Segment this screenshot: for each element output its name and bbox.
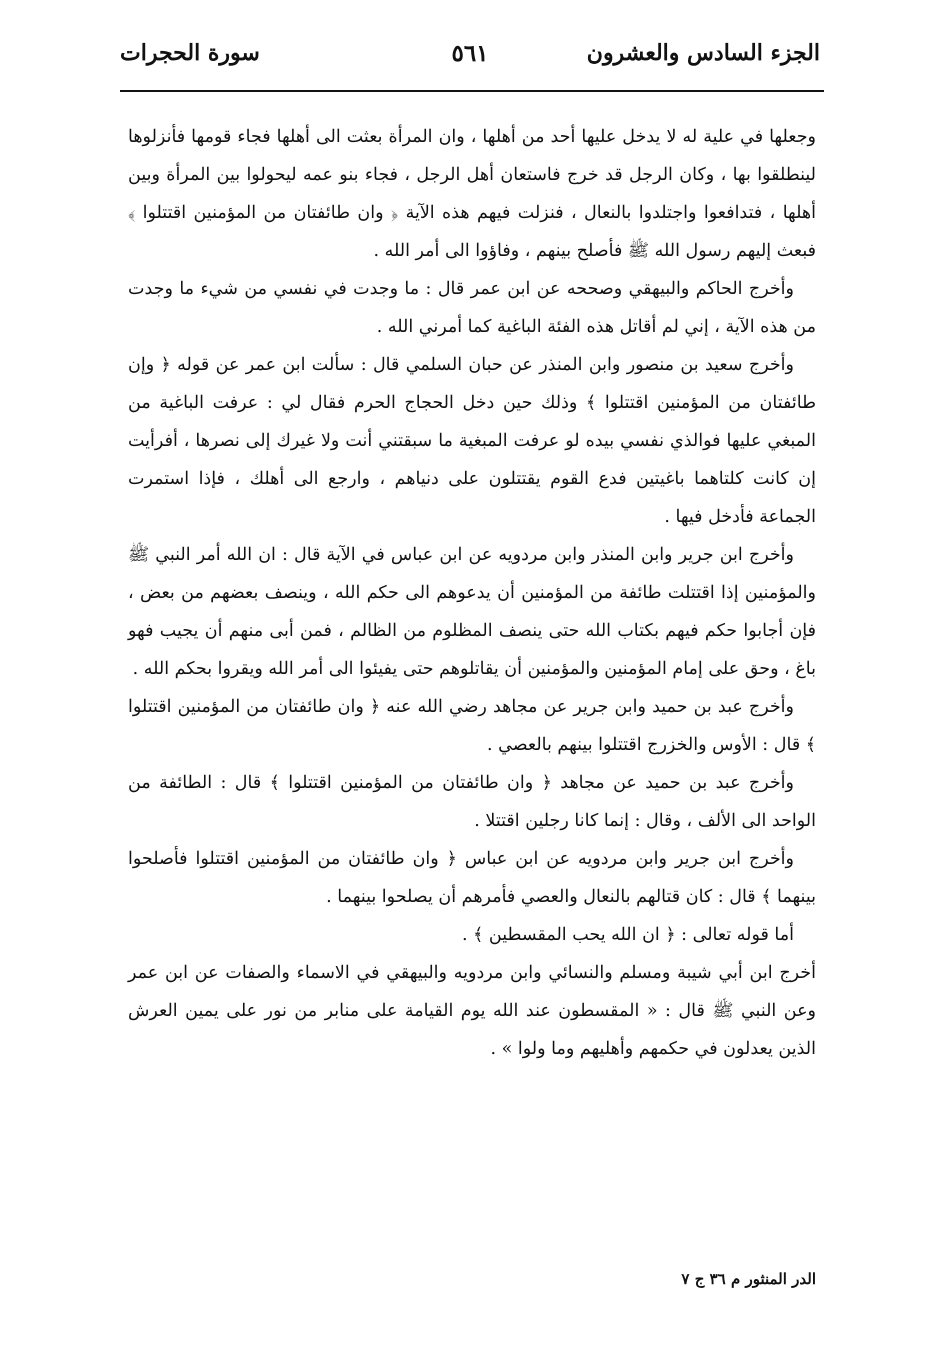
page-number: ٥٦١ [451,40,489,67]
paragraph-9: أخرج ابن أبي شيبة ومسلم والنسائي وابن مردويه والبيهقي في الاسماء والصفات عن ابن عمر وعن النبي ﷺ قال : « المقسطون عند الله يوم القيامة على منابر من نور على يمين العرش الذين يعدلون في حكمهم وأهليهم وما ولوا » . [128,963,816,1059]
juz-title: الجزء السادس والعشرون [586,40,820,66]
paragraph-8: أما قوله تعالى : ﴿ ان الله يحب المقسطين ﴾ . [461,925,794,945]
footer-reference: الدر المنثور م ٣٦ ج ٧ [681,1270,816,1288]
paragraph-3: وأخرج سعيد بن منصور وابن المنذر عن حبان السلمي قال : سألت ابن عمر عن قوله ﴿ وإن طائفتان من المؤمنين اقتتلوا ﴾ وذلك حين دخل الحجاج الحرم فقال لي : عرفت الباغية من المبغي عليها فوالذي نفسي بيده لو عرفت المبغية ما سبقتني أنت ولا غيرك إلى نصرها ، أفرأيت إن كانت كلتاهما باغيتين فدع القوم يقتتلون على دنياهم ، وارجع الى أهلك ، فإذا استمرت الجماعة فأدخل فيها . [128,355,816,527]
paragraph-5: وأخرج عبد بن حميد وابن جرير عن مجاهد رضي الله عنه ﴿ وان طائفتان من المؤمنين اقتتلوا ﴾ قال : الأوس والخزرج اقتتلوا بينهم بالعصي . [128,697,816,755]
paragraph-2: وأخرج الحاكم والبيهقي وصححه عن ابن عمر قال : ما وجدت في نفسي من شيء ما وجدت من هذه الآية ، إني لم أقاتل هذه الفئة الباغية كما أمرني الله . [128,279,816,337]
surah-title: سورة الحجرات [120,40,260,66]
header-rule [120,90,824,92]
paragraph-6: وأخرج عبد بن حميد عن مجاهد ﴿ وان طائفتان من المؤمنين اقتتلوا ﴾ قال : الطائفة من الواحد الى الألف ، وقال : إنما كانا رجلين اقتتلا . [128,773,816,831]
paragraph-4: وأخرج ابن جرير وابن المنذر وابن مردويه عن ابن عباس في الآية قال : ان الله أمر النبي ﷺ والمؤمنين إذا اقتتلت طائفة من المؤمنين أن يدعوهم الى حكم الله ، وينصف بعضهم من بعض ، فإن أجابوا حكم فيهم بكتاب الله حتى ينصف المظلوم من الظالم ، فمن أبى منهم أن يجيب فهو باغ ، وحق على إمام المؤمنين والمؤمنين أن يقاتلوهم حتى يفيئوا الى أمر الله ويقروا بحكم الله . [128,545,816,679]
body-text [128,118,816,1068]
paragraph-7: وأخرج ابن جرير وابن مردويه عن ابن عباس ﴿ وان طائفتان من المؤمنين اقتتلوا فأصلحوا بينهما ﴾ قال : كان قتالهم بالنعال والعصي فأمرهم أن يصلحوا بينهما . [128,849,816,907]
page-header [120,36,820,86]
paragraph-1: وجعلها في علية له لا يدخل عليها أحد من أهلها ، وان المرأة بعثت الى أهلها فجاء قومها فأنزلوها لينطلقوا بها ، وكان الرجل قد خرج فاستعان أهل الرجل ، فجاء بنو عمه ليحولوا بين المرأة وبين أهلها ، فتدافعوا واجتلدوا بالنعال ، فنزلت فيهم هذه الآية ﴿ وان طائفتان من المؤمنين اقتتلوا ﴾ فبعث إليهم رسول الله ﷺ فأصلح بينهم ، وفاؤوا الى أمر الله . [128,127,816,261]
